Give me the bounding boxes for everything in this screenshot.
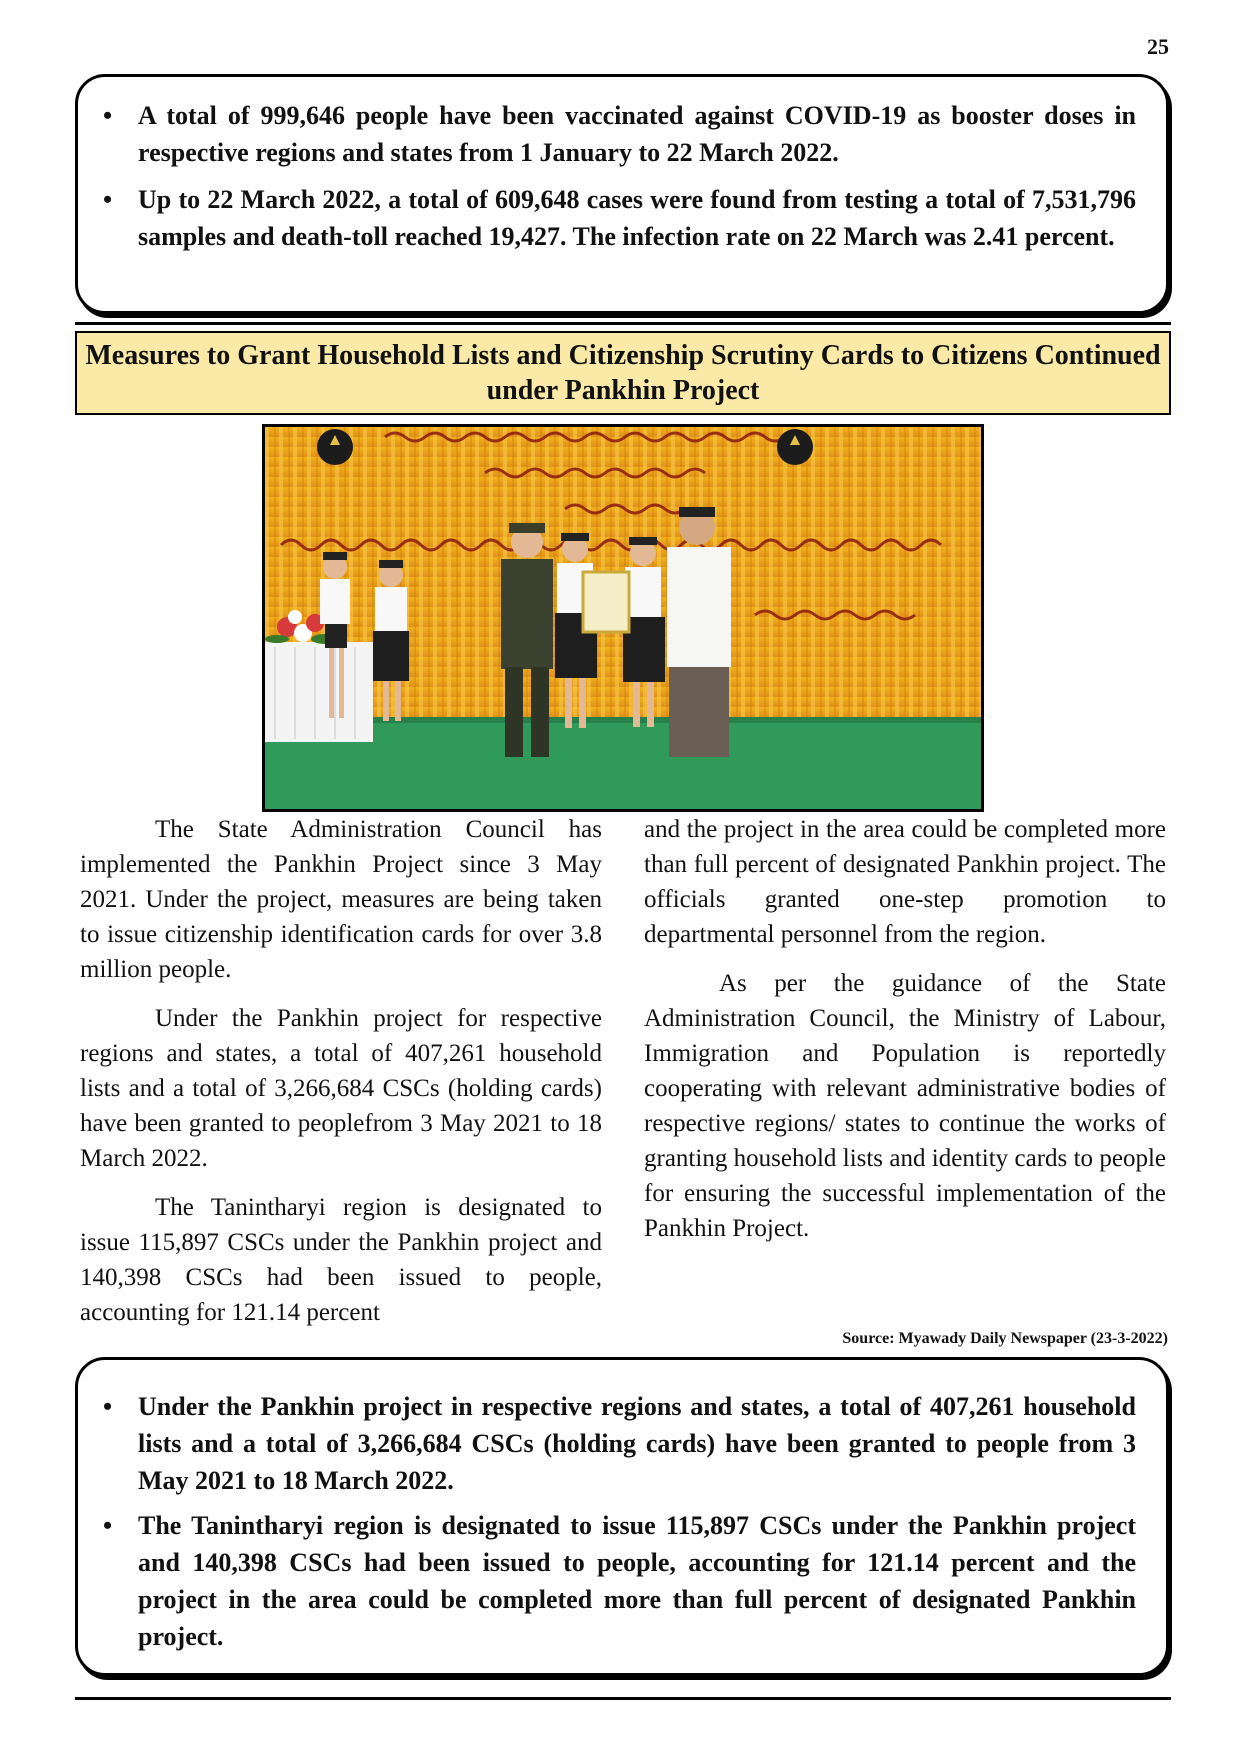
summary-list: [78, 77, 1166, 255]
article-paragraph: The Tanintharyi region is designated to issue 115,897 CSCs under the Pankhin project and 140,398 CSCs had been issued to people, accounting for 121.14 percent: [80, 1194, 602, 1326]
article-body: [80, 812, 1168, 1347]
summary-box-top: [75, 74, 1169, 314]
divider-rule: [75, 322, 1171, 325]
ceremony-photo: [262, 424, 984, 812]
article-paragraph: The State Administration Council has implemented the Pankhin Project since 3 May 2021. Under the project, measures are being taken to issue citizenship identification cards for over 3.8 million people.: [80, 816, 602, 983]
summary-bullet: • A total of 999,646 people have been vaccinated against COVID-19 as booster doses in respective regions and states from 1 January to 22 March 2022.: [98, 97, 1136, 171]
summary-bullet: • The Tanintharyi region is designated to issue 115,897 CSCs under the Pankhin project and 140,398 CSCs had been issued to people, accounting for 121.14 percent and the project in the area could be completed more than full percent of designated Pankhin project.: [98, 1507, 1136, 1655]
headline-banner: [75, 331, 1171, 415]
article-paragraph: and the project in the area could be completed more than full percent of designated Pankhin project. The officials granted one-step promotion to departmental personnel from the region.: [644, 816, 1166, 948]
ceremony-photo-illustration: [265, 427, 981, 809]
page-number: 25: [1147, 34, 1169, 59]
footer-rule: [75, 1697, 1171, 1700]
source-credit: Source: Myawady Daily Newspaper (23-3-2022): [842, 1330, 1168, 1347]
headline-title: Measures to Grant Household Lists and Citizenship Scrutiny Cards to Citizens Continued under Pankhin Project: [85, 340, 1161, 406]
article-paragraph: As per the guidance of the State Administration Council, the Ministry of Labour, Immigration and Population is reportedly cooperating with relevant administrative bodies of respective regions/ states to continue the works of granting household lists and identity cards to people for ensuring the successful implementation of the Pankhin Project.: [644, 970, 1166, 1242]
certificate-icon: [583, 572, 629, 632]
summary-box-bottom: [75, 1357, 1169, 1676]
article-column-right: [644, 812, 1166, 1260]
emblem-right-icon: [777, 429, 813, 465]
emblem-left-icon: [317, 429, 353, 465]
summary-bullet: • Up to 22 March 2022, a total of 609,648 cases were found from testing a total of 7,531,796 samples and death-toll reached 19,427. The infection rate on 22 March was 2.41 percent.: [98, 181, 1136, 255]
article-paragraph: Under the Pankhin project for respective regions and states, a total of 407,261 household lists and a total of 3,266,684 CSCs (holding cards) have been granted to peoplefrom 3 May 2021 to 18 March 2022.: [80, 1005, 602, 1172]
article-column-left: [80, 812, 602, 1344]
summary-list: [78, 1360, 1166, 1655]
summary-bullet: • Under the Pankhin project in respective regions and states, a total of 407,261 household lists and a total of 3,266,684 CSCs (holding cards) have been granted to people from 3 May 2021 to 18 March 2022.: [98, 1388, 1136, 1499]
